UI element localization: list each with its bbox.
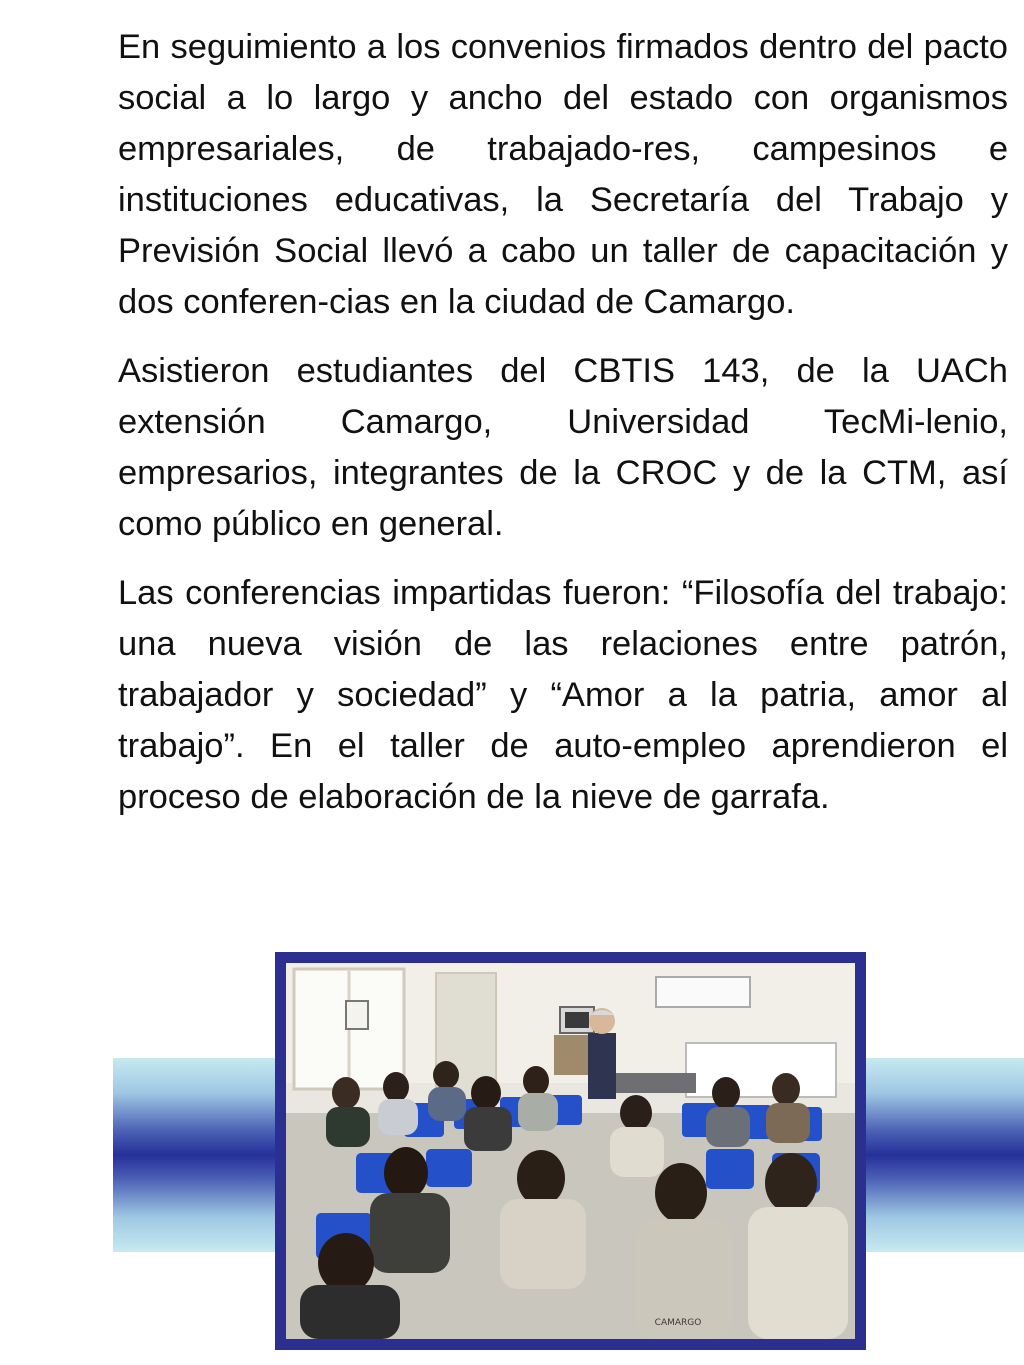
paragraph-intro: En seguimiento a los convenios firmados dentro del pacto social a lo largo y ancho del estado con organismos empresariales, de trabajado-res, campesinos e instituciones educativas, la Secretaría del Trabajo y Previsión Social llevó a cabo un taller de capacitación y dos conferen-cias en la ciudad de Camargo. — [118, 28, 1008, 321]
paragraph-conferences: Las conferencias impartidas fueron: “Filosofía del trabajo: una nueva visión de las relaciones entre patrón, trabajador y sociedad” y “Amor a la patria, amor al trabajo”. En el taller de auto-empleo aprendieron el proceso de elaboración de la nieve de garrafa. — [118, 574, 1008, 816]
photo-frame — [275, 952, 866, 1350]
paragraph-attendees: Asistieron estudiantes del CBTIS 143, de la UACh extensión Camargo, Universidad TecMi-lenio, empresarios, integrantes de la CROC y de la CTM, así como público en general. — [118, 352, 1008, 543]
decorative-band-left — [113, 1058, 275, 1252]
decorative-band-right — [866, 1058, 1024, 1252]
shirt-label: CAMARGO — [654, 1318, 702, 1328]
article-body — [118, 22, 1008, 841]
conference-photo — [286, 963, 855, 1339]
